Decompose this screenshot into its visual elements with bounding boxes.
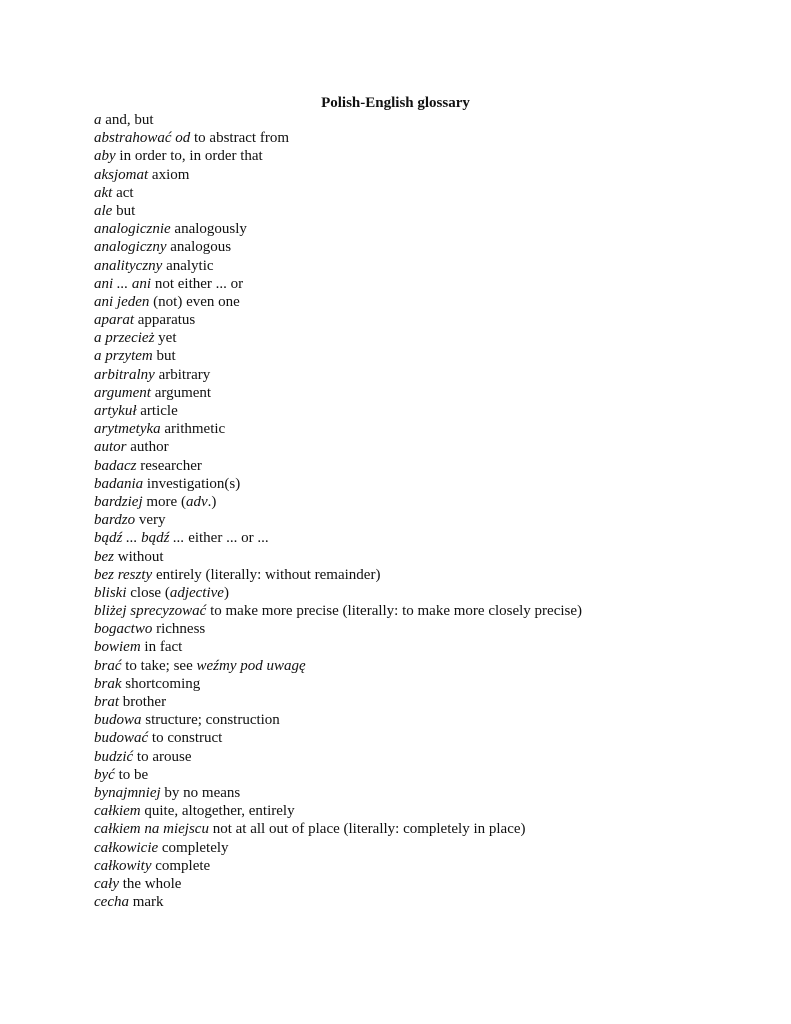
- definition-segment: analytic: [162, 257, 214, 274]
- glossary-term: bardzo: [94, 512, 136, 529]
- glossary-term: a przytem: [94, 348, 153, 365]
- glossary-entry: [94, 620, 774, 638]
- glossary-entry: [94, 729, 774, 747]
- glossary-definition: [161, 785, 241, 801]
- definition-segment: arithmetic: [160, 421, 226, 438]
- definition-segment: to be: [114, 766, 149, 783]
- glossary-definition: [158, 840, 228, 856]
- definition-segment: quite, altogether, entirely: [140, 803, 295, 820]
- glossary-definition: [149, 294, 239, 310]
- definition-segment: either ... or ...: [184, 530, 269, 547]
- glossary-term: ani jeden: [94, 293, 150, 310]
- glossary-entry: [94, 147, 774, 165]
- glossary-term: budowa: [94, 712, 142, 729]
- definition-segment: in order to, in order that: [115, 148, 263, 165]
- glossary-entry: [94, 875, 774, 893]
- glossary-entry: [94, 529, 774, 547]
- glossary-term: cały: [94, 875, 119, 892]
- definition-segment: arbitrary: [154, 366, 211, 383]
- definition-italic-segment: adjective: [169, 584, 224, 601]
- glossary-term: całkiem na miejscu: [94, 821, 209, 838]
- glossary-definition: [102, 112, 154, 128]
- definition-italic-segment: weźmy pod uwagę: [196, 657, 306, 674]
- glossary-term: badania: [94, 475, 144, 492]
- glossary-term: arbitralny: [94, 366, 155, 383]
- definition-segment: researcher: [136, 457, 202, 474]
- glossary-entry: [94, 566, 774, 584]
- glossary-term: brak: [94, 675, 122, 692]
- definition-segment: by no means: [160, 784, 241, 801]
- glossary-term: arytmetyka: [94, 421, 161, 438]
- glossary-definition: [112, 203, 135, 219]
- glossary-term: aparat: [94, 312, 135, 329]
- glossary-entry: [94, 511, 774, 529]
- definition-segment: author: [126, 439, 169, 456]
- definition-segment: completely: [158, 839, 229, 856]
- definition-segment: to take; see: [121, 657, 197, 674]
- glossary-definition: [143, 494, 217, 510]
- glossary-definition: [114, 549, 164, 565]
- glossary-term: być: [94, 766, 115, 783]
- glossary-definition: [137, 403, 178, 419]
- glossary-entry: [94, 638, 774, 656]
- glossary-definition: [167, 239, 232, 255]
- glossary-entry: [94, 329, 774, 347]
- glossary-entry: [94, 311, 774, 329]
- glossary-entry: [94, 784, 774, 802]
- glossary-term: bliżej sprecyzować: [94, 603, 207, 620]
- glossary-term: akt: [94, 184, 113, 201]
- definition-segment: investigation(s): [143, 475, 241, 492]
- definition-segment: not either ... or: [151, 275, 244, 292]
- glossary-term: badacz: [94, 457, 137, 474]
- glossary-entry: [94, 711, 774, 729]
- glossary-term: bowiem: [94, 639, 141, 656]
- glossary-definition: [151, 385, 211, 401]
- glossary-definition: [129, 894, 164, 910]
- definition-segment: mark: [128, 894, 164, 911]
- glossary-entry: [94, 820, 774, 838]
- glossary-entry: [94, 402, 774, 420]
- glossary-definition: [206, 603, 582, 619]
- glossary-entry: [94, 184, 774, 202]
- glossary-term: aksjomat: [94, 166, 149, 183]
- glossary-entry: [94, 257, 774, 275]
- glossary-entry: [94, 202, 774, 220]
- glossary-definition: [133, 749, 191, 765]
- glossary-entry: [94, 293, 774, 311]
- definition-italic-segment: adv: [185, 493, 208, 510]
- definition-segment: structure; construction: [141, 712, 280, 729]
- definition-segment: .): [207, 493, 217, 510]
- glossary-definition: [184, 530, 268, 546]
- glossary-entry: [94, 602, 774, 620]
- glossary-definition: [143, 476, 240, 492]
- glossary-definition: [116, 148, 263, 164]
- glossary-entry: [94, 475, 774, 493]
- definition-segment: entirely (literally: without remainder): [152, 566, 381, 583]
- definition-segment: complete: [151, 857, 211, 874]
- glossary-definition: [171, 221, 247, 237]
- glossary-definition: [190, 130, 289, 146]
- glossary-definition: [134, 312, 195, 328]
- glossary-entry: [94, 693, 774, 711]
- glossary-entry: [94, 420, 774, 438]
- glossary-entry: [94, 893, 774, 911]
- glossary-term: cecha: [94, 894, 129, 911]
- glossary-definition: [142, 712, 280, 728]
- glossary-term: analityczny: [94, 257, 163, 274]
- definition-segment: brother: [119, 694, 167, 710]
- definition-segment: apparatus: [134, 312, 196, 329]
- glossary-entry: [94, 129, 774, 147]
- glossary-term: analogicznie: [94, 221, 171, 238]
- definition-segment: shortcoming: [121, 675, 201, 692]
- glossary-term: bogactwo: [94, 621, 153, 638]
- glossary-definition: [148, 730, 222, 746]
- glossary-definition: [148, 167, 189, 183]
- glossary-definition: [162, 258, 213, 274]
- definition-segment: analogously: [170, 221, 247, 238]
- definition-segment: to make more precise (literally: to make more closely precise): [206, 603, 583, 620]
- glossary-entry: [94, 347, 774, 365]
- definition-segment: analogous: [166, 239, 232, 256]
- definition-segment: in fact: [140, 639, 183, 656]
- definition-segment: to abstract from: [190, 130, 289, 147]
- glossary-definition: [152, 567, 380, 583]
- glossary-term: bądź ... bądź ...: [94, 530, 185, 547]
- glossary-entry: [94, 675, 774, 693]
- glossary-definition: [141, 639, 183, 655]
- glossary-definition: [209, 821, 526, 837]
- glossary-term: abstrahować od: [94, 130, 191, 147]
- page-title: Polish-English glossary: [321, 95, 470, 111]
- definition-segment: (not) even one: [149, 293, 240, 310]
- glossary-term: brać: [94, 657, 122, 674]
- glossary-list: [94, 111, 774, 911]
- glossary-term: bynajmniej: [94, 784, 161, 801]
- glossary-entry: [94, 748, 774, 766]
- definition-segment: more (: [142, 493, 186, 510]
- glossary-definition: [115, 767, 148, 783]
- definition-segment: not at all out of place (literally: completely in place): [208, 821, 526, 838]
- definition-segment: argument: [150, 384, 212, 401]
- glossary-definition: [155, 367, 210, 383]
- definition-segment: to arouse: [133, 748, 192, 765]
- glossary-entry: [94, 111, 774, 129]
- glossary-term: artykuł: [94, 403, 137, 419]
- glossary-entry: [94, 366, 774, 384]
- glossary-term: brat: [94, 694, 120, 710]
- glossary-entry: [94, 220, 774, 238]
- glossary-term: a: [94, 112, 102, 128]
- glossary-definition: [119, 694, 166, 710]
- glossary-definition: [137, 458, 202, 474]
- glossary-entry: [94, 493, 774, 511]
- glossary-definition: [135, 512, 165, 528]
- glossary-entry: [94, 438, 774, 456]
- glossary-term: budować: [94, 730, 149, 747]
- definition-segment: the whole: [118, 875, 182, 892]
- definition-segment: ): [223, 584, 229, 601]
- definition-segment: act: [112, 184, 134, 201]
- definition-segment: yet: [154, 330, 177, 347]
- glossary-entry: [94, 584, 774, 602]
- glossary-term: całkiem: [94, 803, 141, 820]
- glossary-term: argument: [94, 384, 151, 401]
- glossary-entry: [94, 657, 774, 675]
- glossary-entry: [94, 857, 774, 875]
- glossary-term: całkowity: [94, 857, 152, 874]
- definition-segment: but: [112, 202, 136, 219]
- definition-segment: without: [114, 548, 164, 565]
- glossary-term: analogiczny: [94, 239, 167, 256]
- glossary-term: ani ... ani: [94, 275, 152, 292]
- glossary-entry: [94, 548, 774, 566]
- glossary-term: bliski: [94, 584, 127, 601]
- glossary-definition: [161, 421, 226, 437]
- glossary-definition: [122, 658, 306, 674]
- glossary-entry: [94, 275, 774, 293]
- glossary-definition: [154, 330, 176, 346]
- glossary-definition: [151, 276, 243, 292]
- glossary-entry: [94, 839, 774, 857]
- glossary-entry: [94, 802, 774, 820]
- glossary-term: bez reszty: [94, 566, 153, 583]
- definition-segment: and, but: [101, 112, 154, 128]
- glossary-definition: [127, 585, 229, 601]
- glossary-term: autor: [94, 439, 127, 456]
- definition-segment: but: [152, 348, 176, 365]
- definition-segment: very: [135, 512, 166, 529]
- glossary-term: ale: [94, 202, 113, 219]
- glossary-term: bardziej: [94, 493, 143, 510]
- glossary-definition: [141, 803, 295, 819]
- glossary-definition: [127, 439, 169, 455]
- glossary-definition: [112, 185, 133, 201]
- glossary-definition: [152, 621, 205, 637]
- definition-segment: richness: [152, 621, 206, 638]
- glossary-entry: [94, 384, 774, 402]
- glossary-entry: [94, 766, 774, 784]
- glossary-entry: [94, 238, 774, 256]
- glossary-entry: [94, 166, 774, 184]
- glossary-definition: [119, 876, 181, 892]
- glossary-term: a przecież: [94, 330, 155, 347]
- definition-segment: close (: [126, 584, 170, 601]
- glossary-term: bez: [94, 548, 114, 565]
- glossary-term: aby: [94, 148, 116, 165]
- glossary-term: budzić: [94, 748, 134, 765]
- definition-segment: to construct: [148, 730, 223, 747]
- glossary-definition: [151, 858, 210, 874]
- definition-segment: axiom: [148, 166, 190, 183]
- glossary-term: całkowicie: [94, 839, 159, 856]
- glossary-entry: [94, 457, 774, 475]
- glossary-definition: [153, 348, 176, 364]
- definition-segment: article: [136, 403, 178, 419]
- glossary-definition: [122, 676, 201, 692]
